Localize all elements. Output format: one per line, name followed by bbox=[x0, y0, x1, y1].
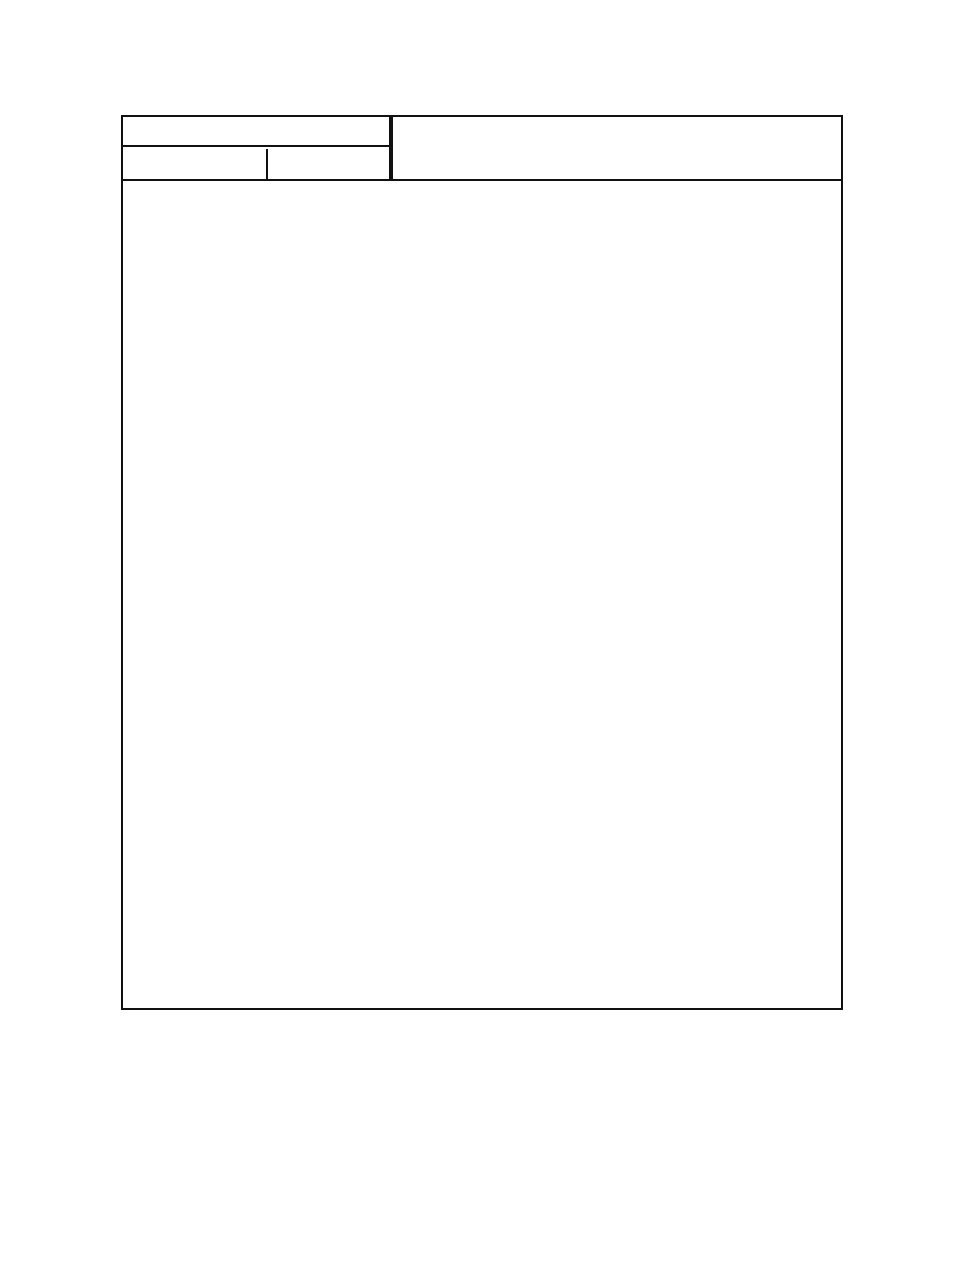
picture-column-header bbox=[123, 149, 268, 179]
sound-column-header bbox=[268, 149, 389, 179]
symptoms-label bbox=[123, 121, 391, 147]
symptoms-header bbox=[123, 117, 391, 181]
troubleshooting-table bbox=[121, 115, 843, 1010]
check-column-header bbox=[391, 117, 841, 181]
